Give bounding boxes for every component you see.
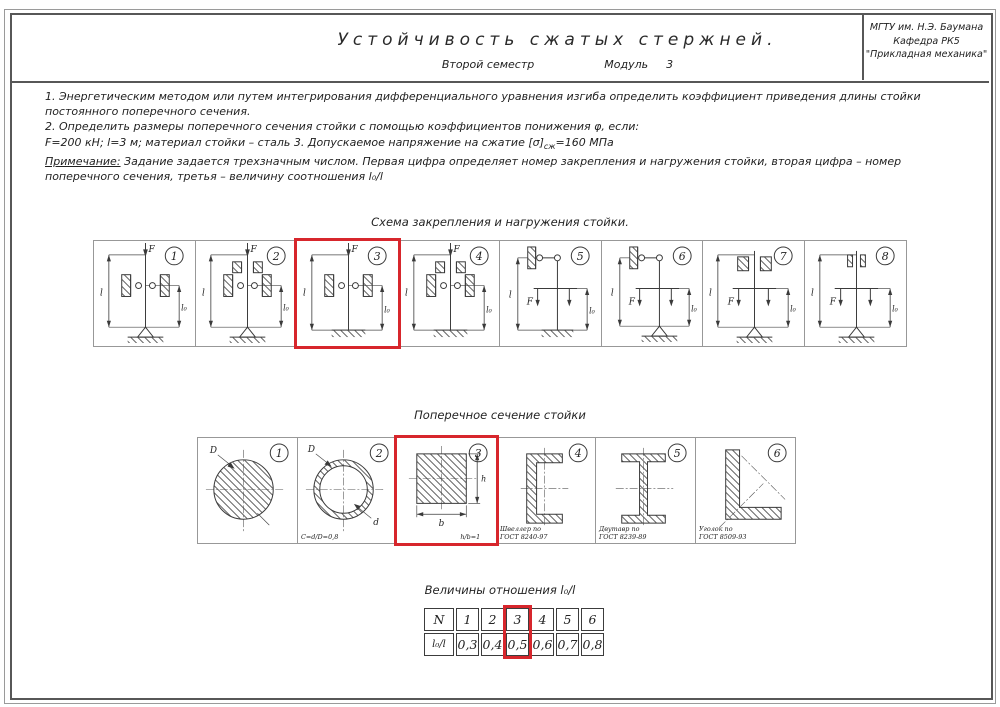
- ratio-table: [424, 608, 604, 658]
- section-cell-6: [695, 437, 796, 544]
- scheme-diagram-5: [500, 241, 601, 346]
- institute-line-1: МГТУ им. Н.Э. Баумана: [869, 22, 984, 33]
- scheme-diagram-8: [805, 241, 906, 346]
- force-label: F: [249, 244, 257, 255]
- sections-row: [197, 437, 796, 544]
- reduced-length-label: l₀: [891, 304, 898, 314]
- scheme-cell-4: [398, 240, 501, 347]
- section-caption-line1: Двутавр по: [598, 525, 640, 534]
- scheme-number: 2: [272, 249, 280, 263]
- length-label: l: [201, 288, 205, 299]
- section-diagram-angle: [696, 438, 795, 543]
- section-ratio-caption: C=d/D=0,8: [300, 533, 338, 542]
- scheme-cell-1: [93, 240, 196, 347]
- scheme-cell-2: [195, 240, 298, 347]
- scheme-diagram-2: [196, 241, 297, 346]
- section-caption-line2: ГОСТ 8239-89: [598, 533, 647, 542]
- table-header-cell: 4: [531, 608, 554, 631]
- table-value-cell: 0,8: [581, 633, 604, 656]
- length-label: l: [810, 288, 814, 299]
- section-number: 6: [773, 446, 781, 460]
- section-caption-line2: ГОСТ 8509-93: [698, 533, 746, 542]
- table-header-cell: 3: [506, 608, 529, 631]
- force-label: F: [727, 297, 734, 308]
- section-diagram-square: [397, 438, 496, 543]
- section-diagram-channel: [497, 438, 596, 543]
- length-label: l: [302, 288, 306, 299]
- section-cell-4: [496, 437, 597, 544]
- table-header-cell: 2: [481, 608, 504, 631]
- width-label: b: [438, 519, 445, 530]
- note-label: Примечание:: [45, 155, 121, 169]
- scheme-diagram-7: [703, 241, 804, 346]
- reduced-length-label: l₀: [690, 304, 697, 314]
- scheme-cell-7: [702, 240, 805, 347]
- note-line: [45, 155, 967, 184]
- table-header-cell: 1: [456, 608, 479, 631]
- section-cell-5: [595, 437, 696, 544]
- section-cell-2: [297, 437, 398, 544]
- sections-heading: Поперечное сечение стойки: [414, 408, 586, 422]
- reduced-length-label: l₀: [589, 306, 595, 316]
- section-number: 1: [275, 446, 283, 460]
- task-item-1: 1. Энергетическим методом или путем интегрирования дифференциального уравнения изгиба определить коэффициент приведения длины стойки постоянного поперечного сечения.: [45, 90, 921, 118]
- table-value-cell: 0,6: [531, 633, 554, 656]
- force-label: F: [628, 297, 635, 308]
- module-label: Модуль: [604, 58, 649, 71]
- inner-diameter-label: d: [372, 518, 379, 529]
- schemes-heading: Схема закрепления и нагружения стойки.: [371, 215, 629, 229]
- section-number: 3: [474, 446, 482, 460]
- given-subscript: сж: [543, 141, 556, 151]
- semester-label: Второй семестр: [441, 58, 535, 71]
- section-cell-1: [197, 437, 298, 544]
- table-value-cell: 0,5: [506, 633, 529, 656]
- section-diagram-ibeam: [596, 438, 695, 543]
- scheme-number: 5: [576, 249, 584, 263]
- scheme-cell-6: [601, 240, 704, 347]
- diameter-label: D: [209, 445, 218, 456]
- reduced-length-label: l₀: [790, 304, 796, 314]
- length-label: l: [508, 290, 512, 301]
- ratio-table-value-row: [424, 633, 604, 656]
- schemes-row: [93, 240, 907, 347]
- section-number: 4: [574, 446, 582, 460]
- ratio-table-header-row: [424, 608, 604, 631]
- scheme-number: 1: [170, 249, 178, 263]
- ratio-table-heading: Величины отношения l₀/l: [424, 583, 576, 597]
- force-label: F: [526, 297, 533, 308]
- section-number: 2: [375, 446, 383, 460]
- header-divider: [12, 81, 989, 83]
- table-value-cell: 0,7: [556, 633, 579, 656]
- force-label: F: [829, 297, 836, 308]
- given-start: F=200 кН; l=3 м; материал стойки – сталь 3. Допускаемое напряжение на сжатие [σ]: [45, 135, 544, 149]
- scheme-cell-8: [804, 240, 907, 347]
- scheme-diagram-4: [399, 241, 500, 346]
- table-header-cell: 6: [581, 608, 604, 631]
- table-value-cell: 0,3: [456, 633, 479, 656]
- module-value: 3: [666, 58, 674, 71]
- reduced-length-label: l₀: [485, 305, 492, 315]
- table-value-cell: l₀/l: [424, 633, 454, 656]
- scheme-cell-5: [499, 240, 602, 347]
- task-item-2: 2. Определить размеры поперечного сечения стойки с помощью коэффициентов понижения φ, если:: [45, 120, 640, 133]
- scheme-number: 3: [373, 249, 381, 263]
- length-label: l: [404, 288, 408, 299]
- section-diagram-ring: [298, 438, 397, 543]
- task-text-block: [45, 90, 967, 185]
- scheme-number: 6: [678, 249, 686, 263]
- section-caption-line2: ГОСТ 8240-97: [499, 533, 547, 542]
- table-header-cell: N: [424, 608, 454, 631]
- scheme-diagram-6: [602, 241, 703, 346]
- scheme-diagram-1: [94, 241, 195, 346]
- table-header-cell: 5: [556, 608, 579, 631]
- length-label: l: [708, 288, 712, 299]
- scheme-number: 7: [779, 249, 787, 263]
- page-title: Устойчивость сжатых стержней.: [337, 30, 778, 50]
- institute-block: [862, 14, 989, 80]
- scheme-cell-3-selected: [296, 240, 399, 347]
- table-value-cell: 0,4: [481, 633, 504, 656]
- force-label: F: [351, 244, 358, 255]
- section-caption-line1: Уголок по: [698, 525, 733, 534]
- force-label: F: [452, 244, 460, 255]
- section-number: 5: [673, 446, 681, 460]
- scheme-number: 4: [475, 249, 483, 263]
- section-caption-line1: Швеллер по: [499, 525, 541, 534]
- section-cell-3-selected: [396, 437, 497, 544]
- note-text: Задание задается трехзначным числом. Первая цифра определяет номер закрепления и нагружения стойки, вторая цифра – номер поперечного сечения, третья – величину соотношения l₀/l: [45, 155, 902, 183]
- length-label: l: [610, 288, 614, 299]
- length-label: l: [99, 288, 103, 299]
- institute-line-3: "Прикладная механика": [865, 49, 988, 60]
- reduced-length-label: l₀: [282, 303, 289, 313]
- scheme-diagram-3: [297, 241, 398, 346]
- section-diagram-circle: [198, 438, 297, 543]
- institute-line-2: Кафедра РК5: [893, 35, 960, 47]
- force-label: F: [148, 244, 155, 255]
- given-end: =160 МПа: [555, 135, 614, 149]
- section-ratio-caption: h/b=1: [460, 533, 481, 542]
- reduced-length-label: l₀: [384, 305, 390, 315]
- scheme-number: 8: [881, 249, 889, 263]
- outer-diameter-label: D: [307, 444, 315, 455]
- reduced-length-label: l₀: [181, 303, 187, 313]
- height-label: h: [481, 474, 487, 484]
- given-data-line: [45, 136, 967, 155]
